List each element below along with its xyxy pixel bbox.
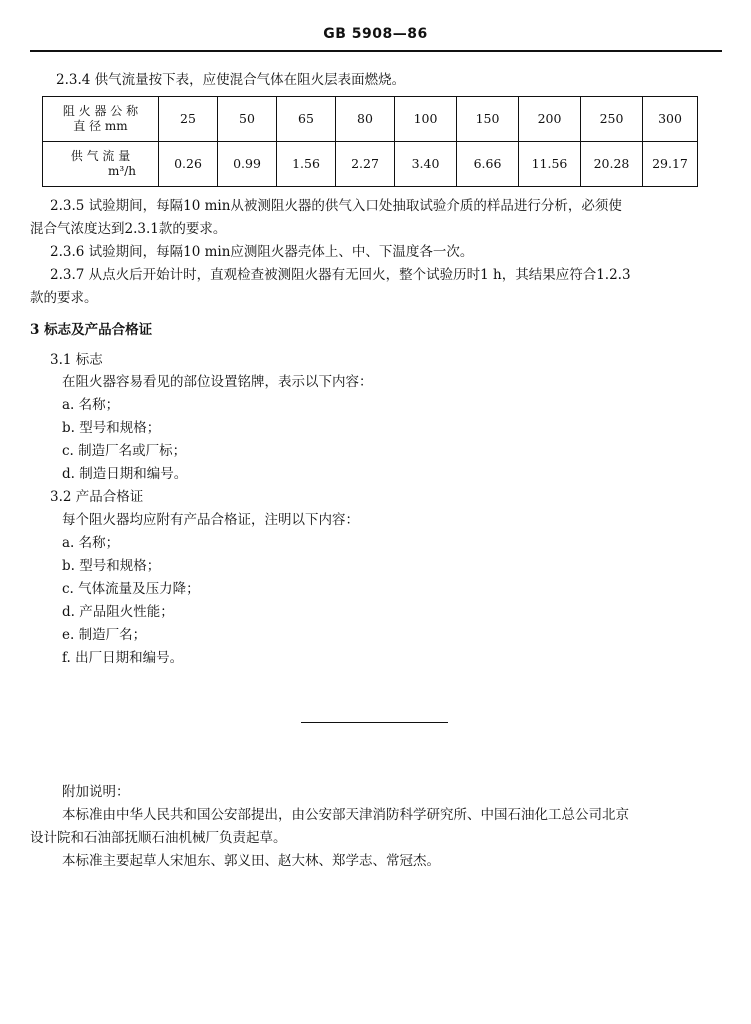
table-cell-flow: 0.26 [159,142,218,187]
flow-label-line1: 供 气 流 量 [70,149,131,163]
table-cell-diameter: 65 [277,97,336,142]
section-3-2-intro: 每个阻火器均应附有产品合格证，注明以下内容： [62,512,359,528]
list-item: d. 制造日期和编号。 [62,466,188,482]
chapter-3-title: 3 标志及产品合格证 [30,322,153,338]
section-3-2-title: 3.2 产品合格证 [50,489,144,505]
diameter-label-line2: 直 径 mm [73,119,128,133]
flow-rate-table [42,96,698,187]
table-cell-flow: 2.27 [336,142,395,187]
table-cell-flow: 3.40 [395,142,457,187]
list-item: f. 出厂日期和编号。 [62,650,184,666]
header-rule [30,50,722,52]
table-cell-diameter: 80 [336,97,395,142]
flow-label-line2: m³/h [108,164,136,178]
clause-2-3-4: 2.3.4 供气流量按下表，应使混合气体在阻火层表面燃烧。 [56,72,406,88]
section-3-1-title: 3.1 标志 [50,352,103,368]
list-item: d. 产品阻火性能； [62,604,174,620]
table-cell-diameter: 150 [457,97,519,142]
table-row-diameter [43,97,698,142]
list-item: a. 名称； [62,397,120,413]
clause-2-3-7-line1: 2.3.7 从点火后开始计时，直观检查被测阻火器有无回火，整个试验历时1 h，其结果应符合1.2.3 [50,267,631,283]
list-item: b. 型号和规格； [62,558,161,574]
diameter-label-line1: 阻 火 器 公 称 [62,104,139,118]
table-cell-diameter: 200 [519,97,581,142]
table-cell-diameter: 250 [581,97,643,142]
section-3-1-intro: 在阻火器容易看见的部位设置铭牌，表示以下内容： [62,374,373,390]
page-header-standard-number: GB 5908—86 [323,26,428,42]
list-item: b. 型号和规格； [62,420,161,436]
table-cell-flow: 0.99 [218,142,277,187]
table-cell-flow: 1.56 [277,142,336,187]
table-cell-diameter: 300 [643,97,698,142]
appendix-note-line3: 本标准主要起草人宋旭东、郭义田、赵大林、郑学志、常冠杰。 [62,853,440,869]
table-header-diameter-label [43,97,159,142]
table-row-flow [43,142,698,187]
appendix-note-line2: 设计院和石油部抚顺石油机械厂负责起草。 [30,830,287,846]
clause-2-3-6: 2.3.6 试验期间，每隔10 min应测阻火器壳体上、中、下温度各一次。 [50,244,474,260]
table-cell-diameter: 100 [395,97,457,142]
appendix-note-line1: 本标准由中华人民共和国公安部提出，由公安部天津消防科学研究所、中国石油化工总公司北京 [62,807,629,823]
list-item: c. 制造厂名或厂标； [62,443,187,459]
table-cell-flow: 29.17 [643,142,698,187]
clause-2-3-5-line1: 2.3.5 试验期间，每隔10 min从被测阻火器的供气入口处抽取试验介质的样品进行分析，必须使 [50,198,622,214]
table-cell-flow: 20.28 [581,142,643,187]
table-cell-flow: 11.56 [519,142,581,187]
table-cell-diameter: 25 [159,97,218,142]
table-cell-flow: 6.66 [457,142,519,187]
clause-2-3-5-line2: 混合气浓度达到2.3.1款的要求。 [30,221,227,237]
list-item: c. 气体流量及压力降； [62,581,200,597]
end-divider [301,722,448,723]
list-item: a. 名称； [62,535,120,551]
list-item: e. 制造厂名； [62,627,147,643]
clause-2-3-7-line2: 款的要求。 [30,290,98,306]
appendix-note-title: 附加说明： [62,784,130,800]
table-cell-diameter: 50 [218,97,277,142]
table-header-flow-label [43,142,159,187]
